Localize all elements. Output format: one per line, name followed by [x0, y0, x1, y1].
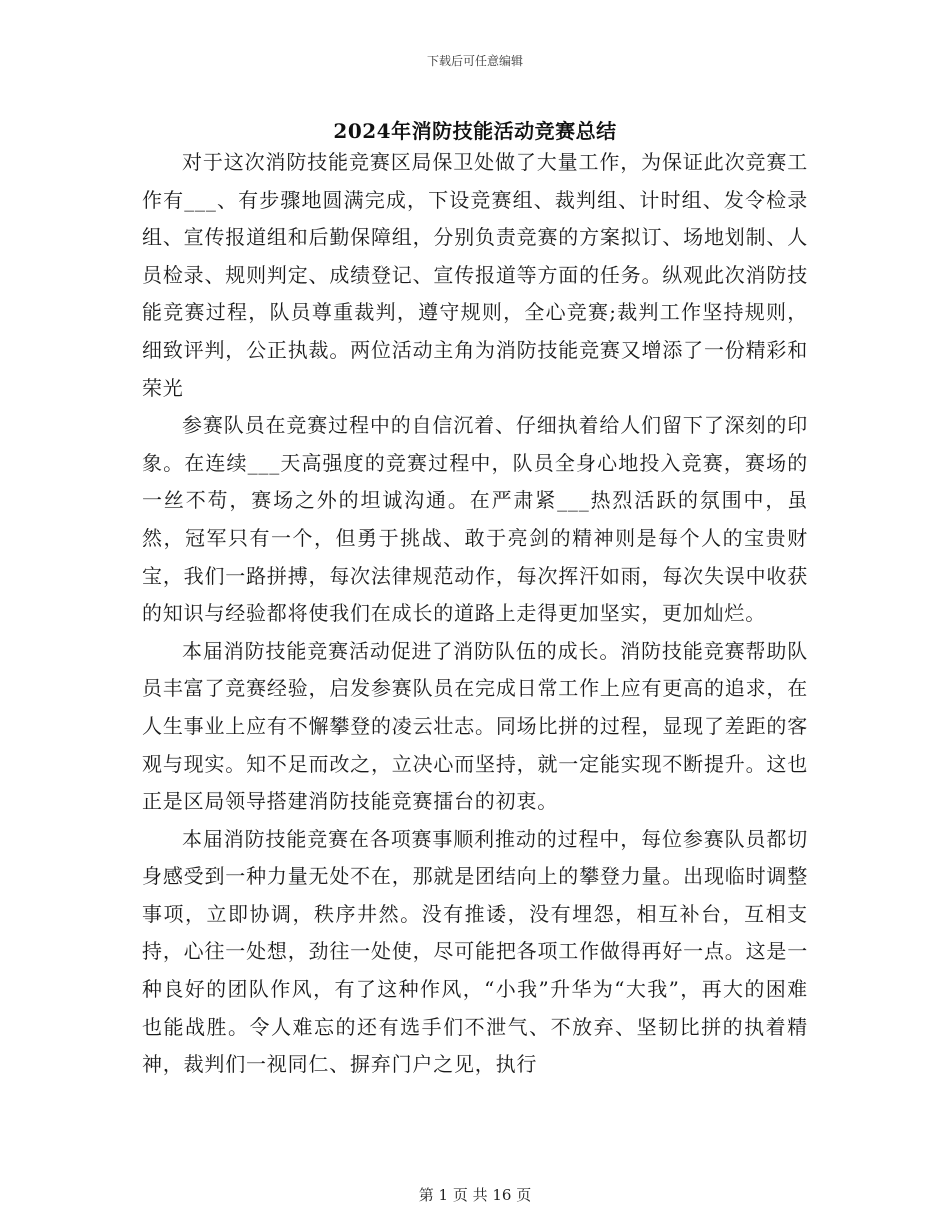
paragraph: 对于这次消防技能竞赛区局保卫处做了大量工作，为保证此次竞赛工作有___、有步骤地圆满完成，下设竞赛组、裁判组、计时组、发令检录组、宣传报道组和后勤保障组，分别负责竞赛的方案拟订、场地划制、人员检录、规则判定、成绩登记、宣传报道等方面的任务。纵观此次消防技能竞赛过程，队员尊重裁判，遵守规则，全心竞赛;裁判工作坚持规则，细致评判，公正执裁。两位活动主角为消防技能竞赛又增添了一份精彩和荣光: [142, 150, 808, 400]
document-title: 2024年消防技能活动竞赛总结: [333, 119, 617, 143]
page-header-note: 下载后可任意编辑: [426, 54, 523, 68]
document-body: [142, 144, 808, 1084]
paragraph: 本届消防技能竞赛活动促进了消防队伍的成长。消防技能竞赛帮助队员丰富了竞赛经验，启发参赛队员在完成日常工作上应有更高的追求，在人生事业上应有不懈攀登的凌云壮志。同场比拼的过程，显现了差距的客观与现实。知不足而改之，立决心而坚持，就一定能实现不断提升。这也正是区局领导搭建消防技能竞赛擂台的初衷。: [142, 638, 808, 814]
paragraph: 本届消防技能竞赛在各项赛事顺利推动的过程中，每位参赛队员都切身感受到一种力量无处不在，那就是团结向上的攀登力量。出现临时调整事项，立即协调，秩序井然。没有推诿，没有埋怨，相互补台，互相支持，心往一处想，劲往一处使，尽可能把各项工作做得再好一点。这是一种良好的团队作风，有了这种作风，“小我”升华为“大我”，再大的困难也能战胜。令人难忘的还有选手们不泄气、不放弃、坚韧比拼的执着精神，裁判们一视同仁、摒弃门户之见，执行: [142, 826, 808, 1077]
paragraph: 参赛队员在竞赛过程中的自信沉着、仔细执着给人们留下了深刻的印象。在连续___天高强度的竞赛过程中，队员全身心地投入竞赛，赛场的一丝不苟，赛场之外的坦诚沟通。在严肃紧___热烈活跃的氛围中，虽然，冠军只有一个，但勇于挑战、敢于亮剑的精神则是每个人的宝贵财宝，我们一路拼搏，每次法律规范动作，每次挥汗如雨，每次失误中收获的知识与经验都将使我们在成长的道路上走得更加坚实，更加灿烂。: [142, 413, 808, 626]
page-number: 第 1 页 共 16 页: [418, 1186, 532, 1204]
